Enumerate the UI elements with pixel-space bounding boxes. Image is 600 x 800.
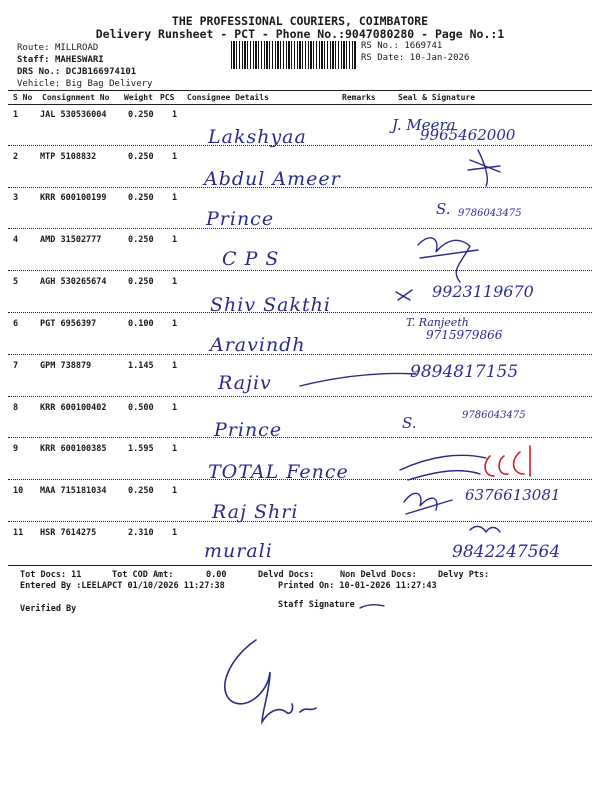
consignee-name: murali — [204, 540, 273, 562]
rs-no-value: 1669741 — [404, 41, 443, 51]
row-consignment: AMD 31502777 — [40, 235, 102, 245]
signature-phone: 9715979866 — [426, 328, 503, 342]
row-weight: 0.250 — [128, 193, 154, 203]
row-consignment: GPM 738879 — [40, 361, 92, 371]
signature-name: T. Ranjeeth — [406, 316, 469, 329]
signature-phone: 9894817155 — [410, 362, 519, 382]
vehicle-label: Vehicle: — [17, 79, 61, 89]
consignee-name: Raj Shri — [212, 501, 299, 523]
signature-scribble — [404, 493, 452, 514]
rs-no-label: RS No.: — [361, 41, 399, 51]
col-seal-signature: Seal & Signature — [398, 93, 476, 102]
company-title: THE PROFESSIONAL COURIERS, COIMBATORE — [171, 14, 429, 28]
delvy-pts: Delvy Pts: — [438, 570, 490, 580]
row-weight: 2.310 — [128, 528, 154, 538]
row-pcs: 1 — [172, 403, 178, 413]
row-weight: 0.500 — [128, 403, 154, 413]
row-weight: 1.145 — [128, 361, 154, 371]
printed-on: Printed On: 10-01-2026 11:27:43 — [278, 581, 437, 591]
tot-cod-label: Tot COD Amt: — [112, 570, 174, 580]
consignee-name: Aravindh — [210, 334, 306, 356]
row-pcs: 1 — [172, 486, 178, 496]
signature-phone: 6376613081 — [465, 486, 561, 504]
col-consignment: Consignment No — [42, 93, 110, 102]
verified-by: Verified By — [20, 604, 77, 614]
row-pcs: 1 — [172, 444, 178, 454]
tot-cod-value: 0.00 — [206, 570, 227, 580]
route-value: MILLROAD — [54, 43, 99, 53]
row-pcs: 1 — [172, 319, 178, 329]
row-weight: 0.250 — [128, 277, 154, 287]
row-weight: 0.100 — [128, 319, 154, 329]
row-pcs: 1 — [172, 152, 178, 162]
row-weight: 0.250 — [128, 486, 154, 496]
row-sno: 2 — [13, 152, 19, 162]
signature-phone: 9923119670 — [432, 282, 534, 301]
red-stamp-mark — [514, 446, 530, 476]
row-weight: 0.250 — [128, 235, 154, 245]
signature-scribble — [470, 526, 500, 532]
row-consignment: HSR 7614275 — [40, 528, 97, 538]
staff-signature-label: Staff Signature — [278, 600, 355, 610]
signature-phone: 9786043475 — [458, 208, 522, 219]
drs-label: DRS No.: — [17, 67, 61, 77]
signature-name: S. — [436, 200, 451, 218]
signature-scribble — [400, 455, 486, 480]
signature-scribble — [418, 238, 478, 282]
signature-phone: 9965462000 — [420, 126, 516, 144]
row-consignment: KRR 600100385 — [40, 444, 107, 454]
red-stamp-mark — [485, 456, 508, 476]
consignee-name: Prince — [206, 208, 275, 230]
row-pcs: 1 — [172, 110, 178, 120]
row-pcs: 1 — [172, 528, 178, 538]
row-weight: 1.595 — [128, 444, 154, 454]
row-consignment: JAL 530536004 — [40, 110, 107, 120]
row-consignment: MTP 5108832 — [40, 152, 97, 162]
row-pcs: 1 — [172, 235, 178, 245]
rs-date-value: 10-Jan-2026 — [409, 53, 470, 63]
row-consignment: AGH 530265674 — [40, 277, 107, 287]
row-consignment: PGT 6956397 — [40, 319, 97, 329]
row-pcs: 1 — [172, 193, 178, 203]
row-pcs: 1 — [172, 361, 178, 371]
signature-scribble — [396, 290, 412, 300]
consignee-name: Abdul Ameer — [204, 168, 341, 190]
signature-scribble — [300, 374, 416, 387]
signature-name: S. — [402, 414, 417, 432]
row-consignment: MAA 715181034 — [40, 486, 107, 496]
vehicle-value: Big Bag Delivery — [65, 79, 153, 89]
row-sno: 9 — [13, 444, 19, 454]
drs-value: DCJB166974101 — [65, 67, 137, 77]
signature-scribble — [468, 150, 500, 186]
consignee-name: Rajiv — [218, 372, 272, 394]
staff-label: Staff: — [17, 55, 50, 65]
consignee-name: Shiv Sakthi — [210, 294, 331, 316]
consignee-name: C P S — [222, 248, 280, 270]
row-sno: 10 — [13, 486, 24, 496]
non-delvd-docs: Non Delvd Docs: — [340, 570, 417, 580]
row-sno: 7 — [13, 361, 19, 371]
row-sno: 3 — [13, 193, 19, 203]
tot-docs: Tot Docs: 11 — [20, 570, 82, 580]
signature-phone: 9842247564 — [452, 542, 561, 562]
consignee-name: TOTAL Fence — [208, 461, 349, 483]
row-sno: 8 — [13, 403, 19, 413]
staff-tick — [360, 605, 384, 608]
consignee-name: Prince — [214, 419, 283, 441]
row-sno: 5 — [13, 277, 19, 287]
row-pcs: 1 — [172, 277, 178, 287]
col-pcs: PCS — [160, 93, 175, 102]
col-remarks: Remarks — [342, 93, 376, 102]
staff-value: MAHESWARI — [54, 55, 104, 65]
col-sno: S No — [13, 93, 33, 102]
row-sno: 11 — [13, 528, 24, 538]
row-consignment: KRR 600100199 — [40, 193, 107, 203]
runsheet-subtitle: Delivery Runsheet - PCT - Phone No.:9047080280 - Page No.:1 — [95, 27, 505, 41]
signature-name: J. Meera — [392, 116, 456, 134]
col-consignee: Consignee Details — [187, 93, 269, 102]
row-sno: 6 — [13, 319, 19, 329]
consignee-name: Lakshyaa — [208, 126, 307, 148]
row-consignment: KRR 600100402 — [40, 403, 107, 413]
route-label: Route: — [17, 43, 50, 53]
staff-signature-scribble — [225, 640, 316, 722]
row-sno: 4 — [13, 235, 19, 245]
delvd-docs: Delvd Docs: — [258, 570, 315, 580]
entered-by: Entered By :LEELAPCT 01/10/2026 11:27:38 — [20, 581, 225, 591]
row-weight: 0.250 — [128, 152, 154, 162]
col-weight: Weight — [124, 93, 153, 102]
signature-phone: 9786043475 — [462, 410, 526, 421]
rs-date-label: RS Date: — [361, 53, 405, 63]
row-sno: 1 — [13, 110, 19, 120]
row-weight: 0.250 — [128, 110, 154, 120]
